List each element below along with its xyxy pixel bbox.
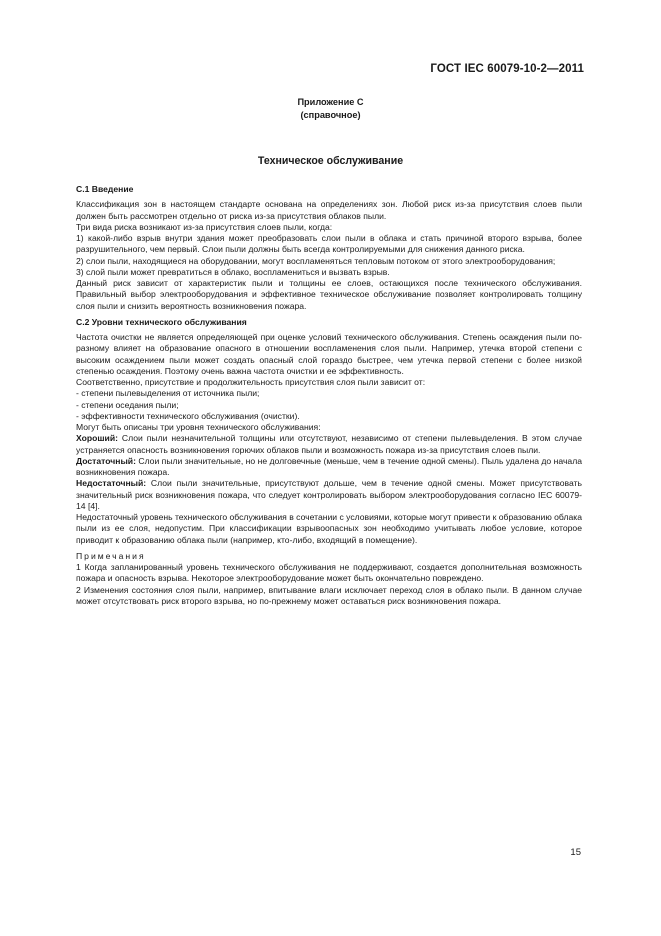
level-description: Слои пыли незначительной толщины или отсутствуют, независимо от степени пылевыделения. В этом случае устраняется опасность возникновения горючих облаков пыли и возможность пожара из-за присутствия слоев пыли. — [76, 433, 582, 455]
level-description: Слои пыли значительные, но не долговечные (меньше, чем в течение одной смены). Пыль удалена до начала возникновения пожара. — [76, 455, 582, 477]
section-c2-paragraph: Частота очистки не является определяющей при оценке условий технического обслуживания. Степень осаждения пыли по-разному влияет на образование опасного в отношении воспламенения слоя пыли. Например, утечка второй степени с высоким осаждением пыли может создать опасный слой гораздо быстрее, чем утечка первой степени с более низкой степенью осаждения. Поэтому очень важна частота очистки и ее эффективность. — [76, 332, 582, 376]
section-c2-paragraph: Недостаточный уровень технического обслуживания в сочетании с условиями, которые могут привести к образованию облака пыли из ее слоя, недопустим. При классификации взрывоопасных зон необходимо учитывать любое условие, которое приводит к образованию облака пыли (например, кто-либо, входящий в помещение). — [76, 512, 582, 545]
page-title: Техническое обслуживание — [257, 155, 404, 167]
maintenance-level-good — [76, 433, 582, 456]
level-label: Достаточный: — [76, 455, 136, 466]
section-c2-heading: С.2 Уровни технического обслуживания — [76, 316, 247, 327]
note-item: 2 Изменения состояния слоя пыли, например, впитывание влаги исключает переход слоя в облако пыли. В данном случае может отсутствовать риск второго взрыва, но по-прежнему может оставаться риск возникновения пожара. — [76, 584, 582, 606]
risk-list-item: 2) слои пыли, находящиеся на оборудовании, могут воспламеняться тепловым потоком от этого электрооборудования; — [76, 255, 556, 266]
dependency-list-item: - степени пылевыделения от источника пыли; — [76, 388, 260, 399]
section-c1-paragraph: Данный риск зависит от характеристик пыли и толщины ее слоев, остающихся после технического обслуживания. Правильный выбор электрооборудования и эффективное техническое обслуживание позволяет контролировать толщину слоя пыли и снизить вероятность возникновения пожара. — [76, 278, 582, 311]
section-c1-paragraph: Классификация зон в настоящем стандарте основана на определениях зон. Любой риск из-за присутствия слоев пыли должен быть рассмотрен отдельно от риска из-за присутствия облаков пыли. — [76, 199, 582, 221]
appendix-subtitle: (справочное) — [300, 110, 361, 120]
dependency-list-item: - степени оседания пыли; — [76, 399, 179, 410]
level-description: Слои пыли значительные, присутствуют дольше, чем в течение одной смены. Может присутствовать значительный риск возникновения пожара, что следует контролировать выбором электрооборудования согласно IEC 60079-14 [4]. — [76, 478, 582, 511]
risk-list-item: 1) какой-либо взрыв внутри здания может преобразовать слои пыли в облака и стать причиной второго взрыва, более разрушительного, чем первый. Слои пыли должны быть всегда контролируемыми для снижения данного риска. — [76, 233, 582, 255]
page-number: 15 — [570, 847, 581, 858]
standard-designation: ГОСТ IEC 60079-10-2—2011 — [430, 63, 584, 75]
appendix-heading — [0, 96, 661, 122]
dependency-list-item: - эффективности технического обслуживания (очистки). — [76, 410, 300, 421]
section-c2-paragraph: Соответственно, присутствие и продолжительность присутствия слоя пыли зависит от: — [76, 377, 426, 387]
risk-list-item: 3) слой пыли может превратиться в облако, воспламениться и вызвать взрыв. — [76, 266, 390, 277]
note-item: 1 Когда запланированный уровень технического обслуживания не поддерживают, создается дополнительная возможность пожара и опасность взрыва. Некоторое электрооборудование может быть окончательно повреждено. — [76, 562, 582, 584]
section-c1-heading: С.1 Введение — [76, 184, 134, 194]
section-c1-paragraph: Три вида риска возникают из-за присутствия слоев пыли, когда: — [76, 221, 333, 232]
notes-heading: Примечания — [76, 550, 146, 561]
section-c2-paragraph: Могут быть описаны три уровня технического обслуживания: — [76, 422, 321, 432]
document-body — [76, 184, 582, 607]
maintenance-level-adequate — [76, 456, 582, 479]
maintenance-level-poor — [76, 478, 582, 512]
appendix-title: Приложение С — [297, 97, 364, 107]
level-label: Хороший: — [76, 433, 118, 444]
level-label: Недостаточный: — [76, 478, 147, 489]
